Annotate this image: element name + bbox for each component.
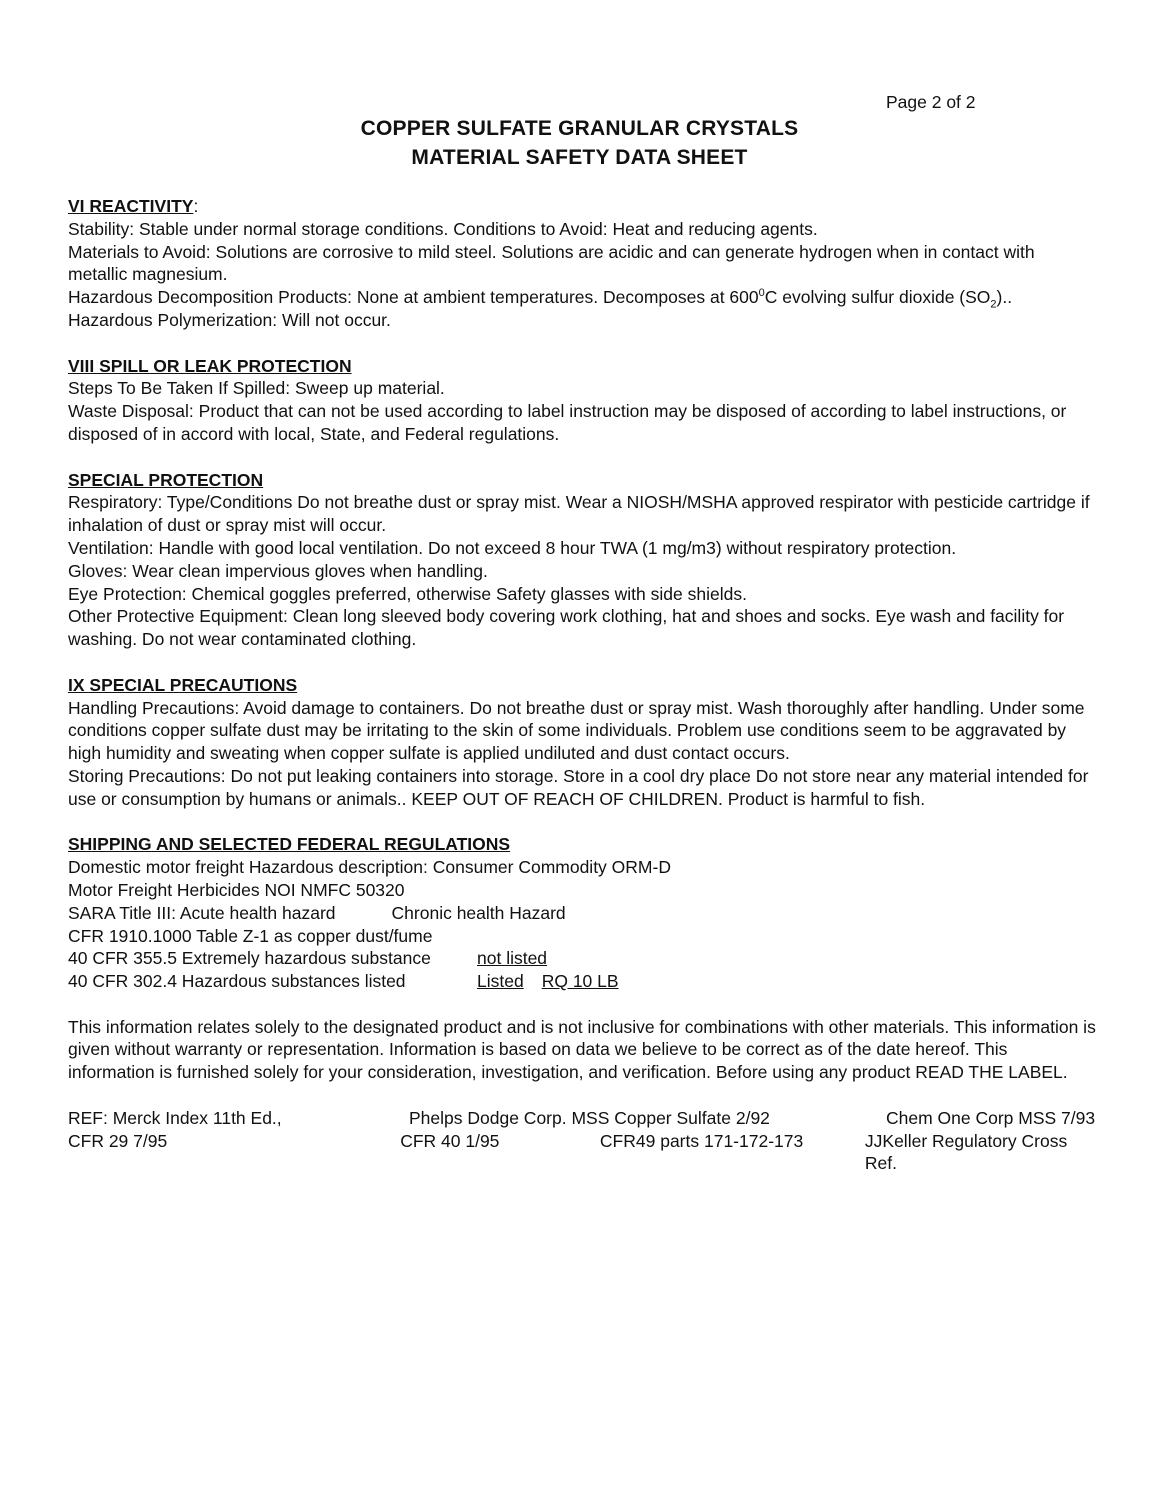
storing-precautions: Storing Precautions: Do not put leaking containers into storage. Store in a cool dry place Do not store near any material intended for use or consumption by humans or animals.. KEEP OUT OF REACH OF CHILDREN. Product is harmful to fish.: [68, 765, 1089, 809]
ventilation: Ventilation: Handle with good local ventilation. Do not exceed 8 hour TWA (1 mg/m3) without respiratory protection.: [68, 537, 957, 558]
page-number: Page 2 of 2: [886, 92, 976, 112]
disclaimer-text: This information relates solely to the designated product and is not inclusive for combinations with other materials. This information is given without warranty or representation. Information is based on data we believe to be correct as of the date hereof. This information is furnished solely for your consideration, investigation, and verification. Before using any product READ THE LABEL.: [68, 1016, 1096, 1083]
reference-row: [68, 1130, 1098, 1176]
motor-freight: Motor Freight Herbicides NOI NMFC 50320: [68, 879, 405, 900]
waste-disposal: Waste Disposal: Product that can not be used according to label instruction may be disposed of according to label instructions, or disposed of in accord with local, State, and Federal regulations.: [68, 401, 1067, 444]
cfr-355-value: not listed: [477, 948, 548, 969]
cfr-302-rq: RQ 10 LB: [541, 971, 619, 992]
shipping-heading: SHIPPING AND SELECTED FEDERAL REGULATIONS: [68, 834, 511, 855]
references: [68, 1107, 1098, 1175]
cfr-302-label: 40 CFR 302.4 Hazardous substances listed: [68, 971, 406, 992]
stability-label: Stability:: [68, 218, 135, 239]
spill-steps: Steps To Be Taken If Spilled: Sweep up material.: [68, 378, 445, 399]
cfr-302-value: Listed: [477, 971, 524, 992]
decomp-superscript: 0: [758, 287, 765, 300]
reference-cell: Phelps Dodge Corp. MSS Copper Sulfate 2/92: [409, 1107, 770, 1128]
stability-text: Stable under normal storage conditions. Conditions to Avoid: Heat and reducing agents.: [134, 218, 818, 239]
sara-label: SARA Title III: Acute health hazard: [68, 902, 336, 923]
precautions-heading: IX SPECIAL PRECAUTIONS: [68, 674, 298, 695]
reference-cell: REF: Merck Index 11th Ed.,: [68, 1107, 282, 1128]
reactivity-heading-colon: :: [193, 196, 199, 216]
document-body: [68, 195, 1098, 1175]
document-title: COPPER SULFATE GRANULAR CRYSTALS: [360, 117, 799, 140]
section-reactivity: [68, 195, 1098, 332]
decomp-subscript: 2: [990, 298, 997, 311]
section-protection: [68, 469, 1098, 651]
reference-cell: CFR 40 1/95: [400, 1130, 500, 1151]
decomp-text-end: )..: [996, 287, 1013, 308]
respiratory: Respiratory: Type/Conditions Do not breathe dust or spray mist. Wear a NIOSH/MSHA approved respirator with pesticide cartridge if inhalation of dust or spray mist will occur.: [68, 492, 1090, 536]
polymerization: Hazardous Polymerization: Will not occur.: [68, 309, 391, 330]
eye-protection: Eye Protection: Chemical goggles preferred, otherwise Safety glasses with side shields.: [68, 583, 747, 604]
document-subtitle: MATERIAL SAFETY DATA SHEET: [411, 146, 748, 169]
decomp-text-mid: C evolving sulfur dioxide (SO: [764, 287, 991, 308]
gloves: Gloves: Wear clean impervious gloves when handling.: [68, 560, 488, 581]
reference-cell: CFR49 parts 171-172-173: [599, 1130, 804, 1151]
cfr-355-label: 40 CFR 355.5 Extremely hazardous substance: [68, 948, 431, 969]
handling-precautions: Handling Precautions: Avoid damage to containers. Do not breathe dust or spray mist. Wash thoroughly after handling. Under some conditions copper sulfate dust may be irritating to the skin of some individuals. Problem use conditions seem to be aggravated by high humidity and sweating when copper sulfate is applied undiluted and dust contact occurs.: [68, 697, 1085, 764]
reference-row: [68, 1107, 1098, 1130]
reference-cell: CFR 29 7/95: [68, 1130, 168, 1151]
stability-line: [68, 218, 1098, 241]
cfr-302-line: [68, 970, 1098, 993]
materials-to-avoid: Materials to Avoid: Solutions are corrosive to mild steel. Solutions are acidic and can generate hydrogen when in contact with metallic magnesium.: [68, 241, 1035, 285]
section-spill: [68, 355, 1098, 446]
section-disclaimer: [68, 1016, 1098, 1084]
spill-heading: VIII SPILL OR LEAK PROTECTION: [68, 355, 352, 376]
reference-cell: JJKeller Regulatory Cross Ref.: [864, 1130, 1068, 1174]
sara-line: [68, 902, 1098, 925]
section-precautions: [68, 674, 1098, 811]
protection-heading: SPECIAL PROTECTION: [68, 469, 264, 490]
decomposition-line: [68, 286, 1098, 309]
cfr-355-line: [68, 947, 1098, 970]
domestic-freight: Domestic motor freight Hazardous description: Consumer Commodity ORM-D: [68, 857, 671, 878]
other-equipment: Other Protective Equipment: Clean long sleeved body covering work clothing, hat and shoes and socks. Eye wash and facility for washing. Do not wear contaminated clothing.: [68, 606, 1065, 650]
cfr-1910: CFR 1910.1000 Table Z-1 as copper dust/fume: [68, 925, 433, 946]
section-shipping: [68, 833, 1098, 993]
reactivity-heading-line: [68, 195, 1098, 218]
reactivity-heading: VI REACTIVITY: [68, 196, 194, 216]
sara-chronic: Chronic health Hazard: [391, 902, 566, 923]
reference-cell: Chem One Corp MSS 7/93: [886, 1107, 1096, 1128]
decomp-text: Hazardous Decomposition Products: None at ambient temperatures. Decomposes at 600: [68, 287, 759, 308]
